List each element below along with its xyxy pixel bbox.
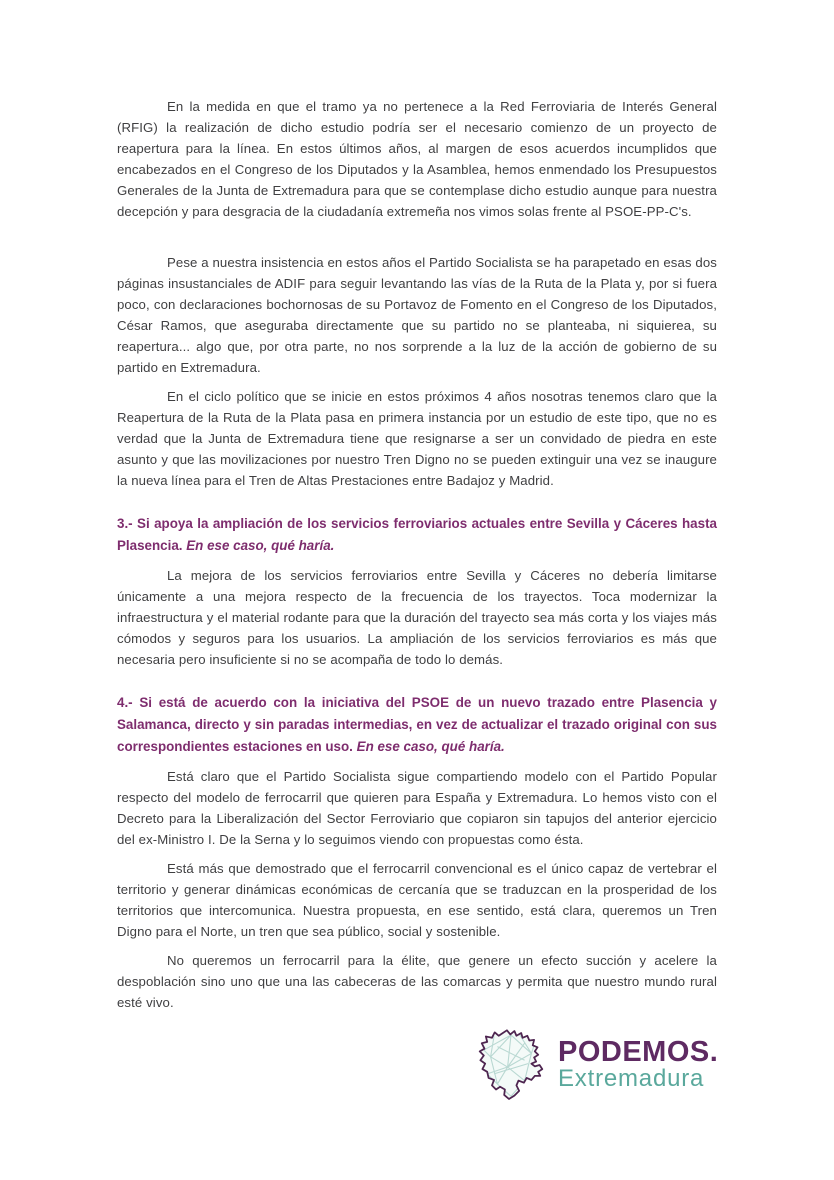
podemos-wordmark: PODEMOS. [558,1036,719,1068]
paragraph-5: Está claro que el Partido Socialista sigue compartiendo modelo con el Partido Popular respecto del modelo de ferrocarril que quieren para España y Extremadura. Lo hemos visto con el Decreto para la Liberalización del Sector Ferroviario que copiaron sin tapujos del anterior ejercicio del ex-Ministro I. De la Serna y lo seguimos viendo con propuestas como ésta. [117,769,717,847]
paragraph-7: No queremos un ferrocarril para la élite, que genere un efecto succión y acelere la despoblación sino uno que una las cabeceras de las comarcas y permita que nuestro mundo rural esté vivo. [117,953,717,1010]
paragraph-4: La mejora de los servicios ferroviarios entre Sevilla y Cáceres no debería limitarse únicamente a una mejora respecto de la frecuencia de los trayectos. Toca modernizar la infraestructura y el material rodante para que la duración del trayecto sea más corta y los viajes más cómodos y seguros para los usuarios. La ampliación de los servicios ferroviarios es más que necesaria pero insuficiente si no se acompaña de todo lo demás. [117,568,717,667]
question-4-heading [117,692,717,758]
paragraph-3: En el ciclo político que se inicie en estos próximos 4 años nosotras tenemos claro que la Reapertura de la Ruta de la Plata pasa en primera instancia por un estudio de este tipo, que no es verdad que la Junta de Extremadura tiene que resignarse a ser un convidado de piedra en este asunto y que las movilizaciones por nuestro Tren Digno no se pueden extinguir una vez se inaugure la nueva línea para el Tren de Altas Prestaciones entre Badajoz y Madrid. [117,389,717,488]
question-3-heading [117,513,717,557]
paragraph-6: Está más que demostrado que el ferrocarril convencional es el único capaz de vertebrar el territorio y generar dinámicas económicas de cercanía que se traduzcan en la prosperidad de los territorios que intercomunica. Nuestra propuesta, en ese sentido, está clara, queremos un Tren Digno para el Norte, un tren que sea público, social y sostenible. [117,861,717,939]
extremadura-map-icon [477,1029,545,1101]
question-4-text: 4.- Si está de acuerdo con la iniciativa del PSOE de un nuevo trazado entre Plasencia y Salamanca, directo y sin paradas intermedias, en vez de actualizar el trazado original con sus correspondientes estaciones en uso. [117,695,717,754]
podemos-extremadura-logo [477,1029,717,1101]
page-content [117,96,717,1101]
question-3-text: 3.- Si apoya la ampliación de los servicios ferroviarios actuales entre Sevilla y Cáceres hasta Plasencia. [117,516,717,553]
question-3-italic: En ese caso, qué haría. [186,538,335,553]
logo-wordmark-block [558,1029,718,1091]
paragraph-2: Pese a nuestra insistencia en estos años el Partido Socialista se ha parapetado en esas dos páginas insustanciales de ADIF para seguir levantando las vías de la Ruta de la Plata y, por si fuera poco, con declaraciones bochornosas de su Portavoz de Fomento en el Congreso de los Diputados, César Ramos, que aseguraba directamente que su partido no se planteaba, ni siquierea, su reapertura... algo que, por otra parte, no nos sorprende a la luz de la acción de gobierno de su partido en Extremadura. [117,255,717,375]
paragraph-1: En la medida en que el tramo ya no pertenece a la Red Ferroviaria de Interés General (RFIG) la realización de dicho estudio podría ser el necesario comienzo de un proyecto de reapertura para la línea. En estos últimos años, al margen de esos acuerdos incumplidos que encabezados en el Congreso de los Diputados y la Asamblea, hemos enmendado los Presupuestos Generales de la Junta de Extremadura para que se contemplase dicho estudio aunque para nuestra decepción y para desgracia de la ciudadanía extremeña nos vimos solas frente al PSOE-PP-C's. [117,99,717,219]
extremadura-label: Extremadura [558,1065,705,1092]
question-4-italic: En ese caso, qué haría. [356,739,505,754]
